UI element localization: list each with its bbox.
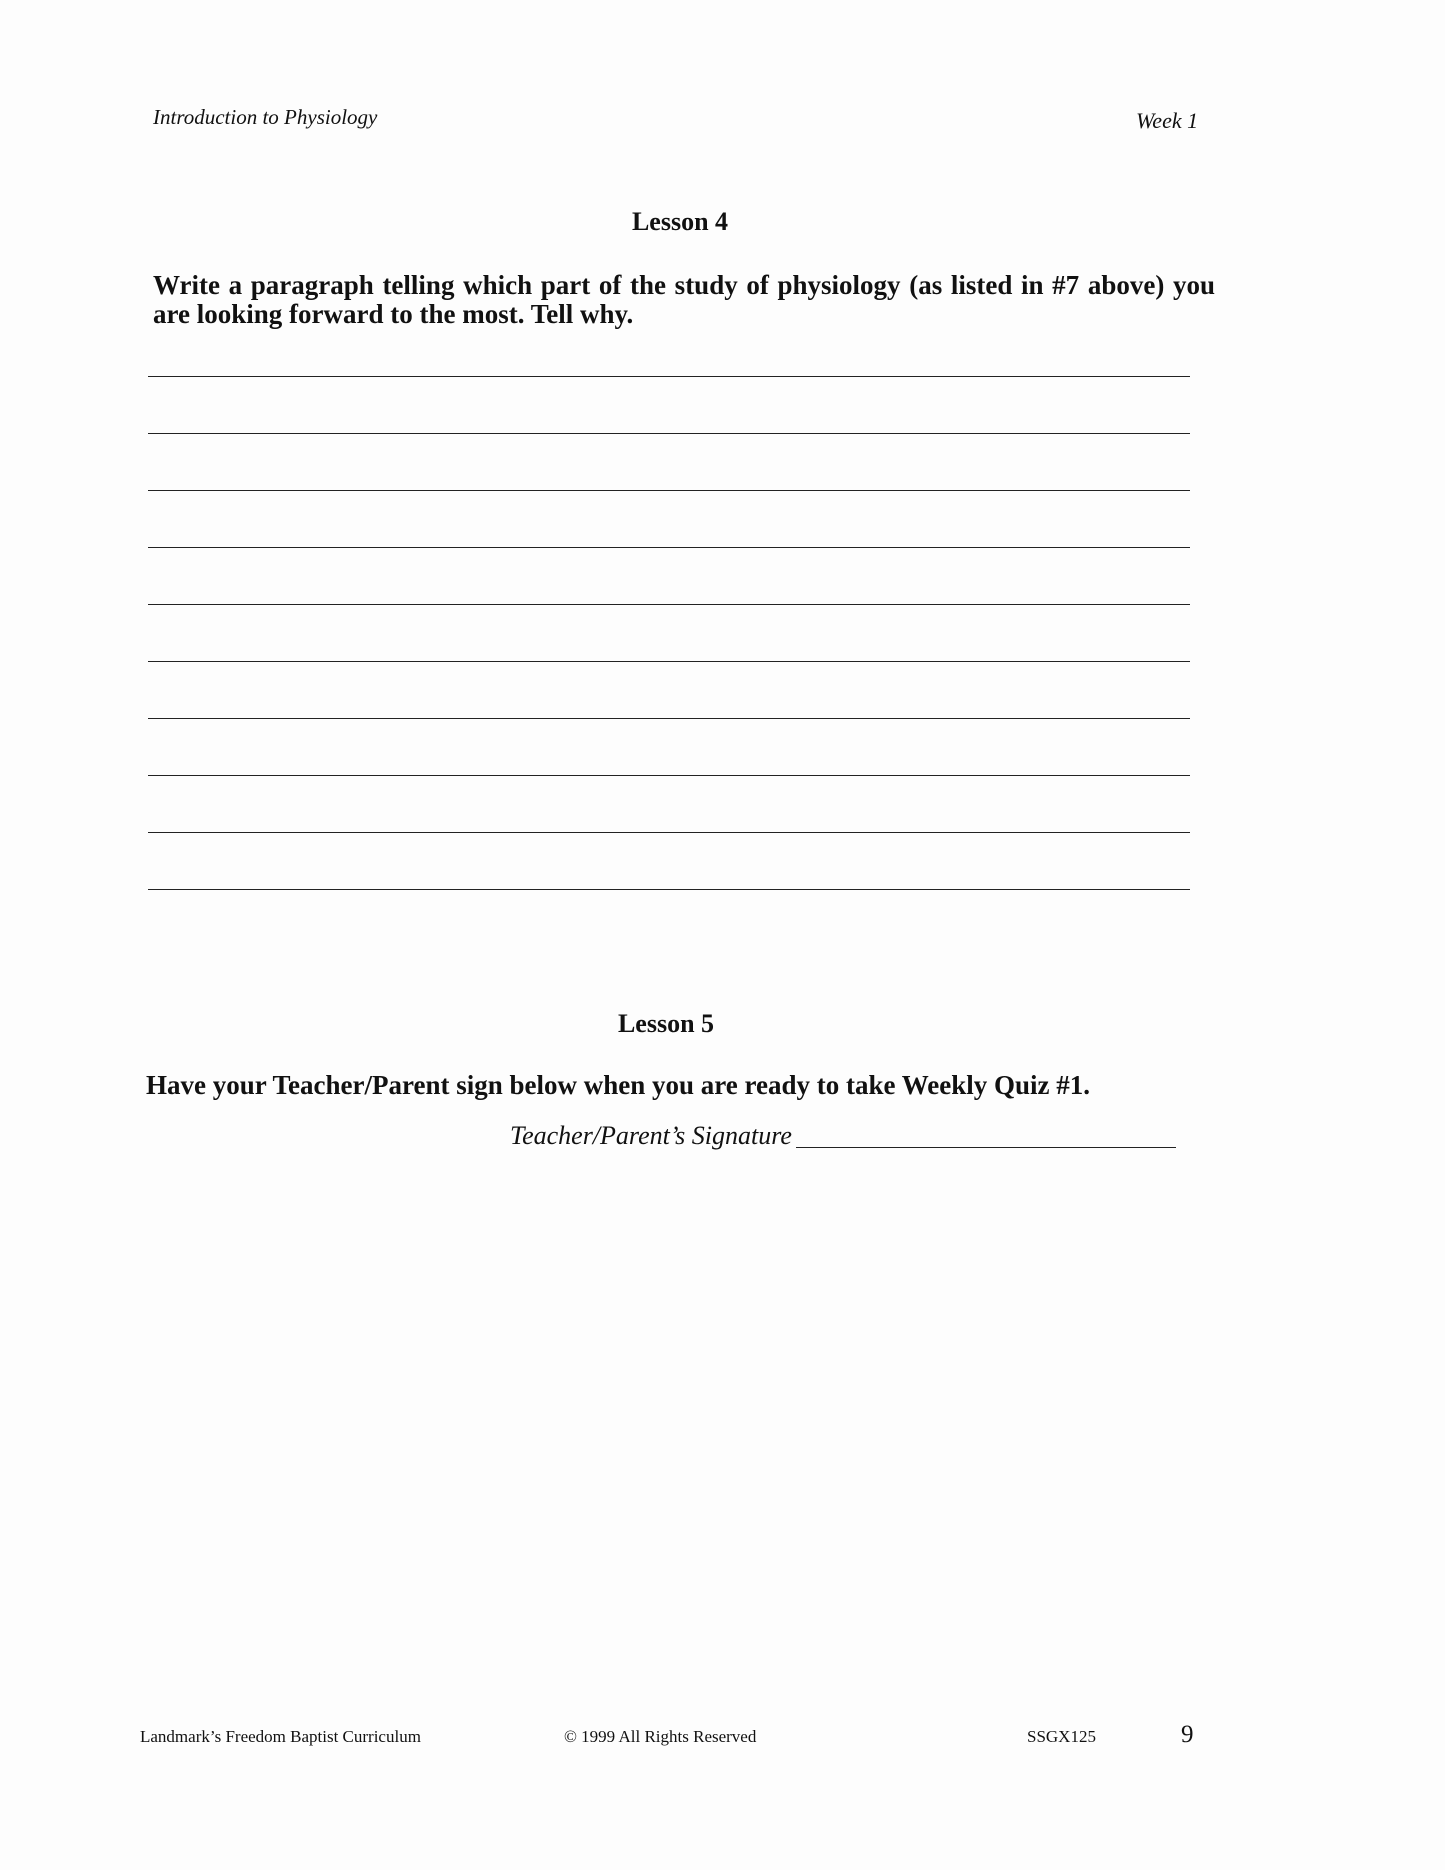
signature-label: Teacher/Parent’s Signature bbox=[510, 1121, 792, 1150]
lesson-4-prompt: Write a paragraph telling which part of the study of physiology (as listed in #7 above) you are looking forward to the most. Tell why. bbox=[153, 270, 1215, 329]
footer-publisher: Landmark’s Freedom Baptist Curriculum bbox=[140, 1727, 421, 1746]
week-label: Week 1 bbox=[1136, 108, 1199, 133]
lesson-4-title: Lesson 4 bbox=[631, 207, 729, 236]
answer-line[interactable] bbox=[148, 661, 1190, 662]
answer-line[interactable] bbox=[148, 547, 1190, 548]
answer-line[interactable] bbox=[148, 889, 1190, 890]
answer-line[interactable] bbox=[148, 775, 1190, 776]
lesson-5-title: Lesson 5 bbox=[617, 1009, 715, 1038]
answer-line[interactable] bbox=[148, 490, 1190, 491]
page-number: 9 bbox=[1181, 1721, 1194, 1748]
answer-lines[interactable] bbox=[148, 376, 1190, 946]
signature-row bbox=[510, 1121, 1176, 1151]
answer-line[interactable] bbox=[148, 433, 1190, 434]
answer-line[interactable] bbox=[148, 604, 1190, 605]
lesson-5-prompt: Have your Teacher/Parent sign below when you are ready to take Weekly Quiz #1. bbox=[146, 1070, 1090, 1100]
footer-code: SSGX125 bbox=[1027, 1727, 1096, 1746]
answer-line[interactable] bbox=[148, 718, 1190, 719]
signature-line[interactable] bbox=[796, 1125, 1176, 1148]
footer-copyright: © 1999 All Rights Reserved bbox=[564, 1727, 757, 1746]
answer-line[interactable] bbox=[148, 376, 1190, 377]
answer-line[interactable] bbox=[148, 832, 1190, 833]
course-title: Introduction to Physiology bbox=[153, 105, 378, 129]
